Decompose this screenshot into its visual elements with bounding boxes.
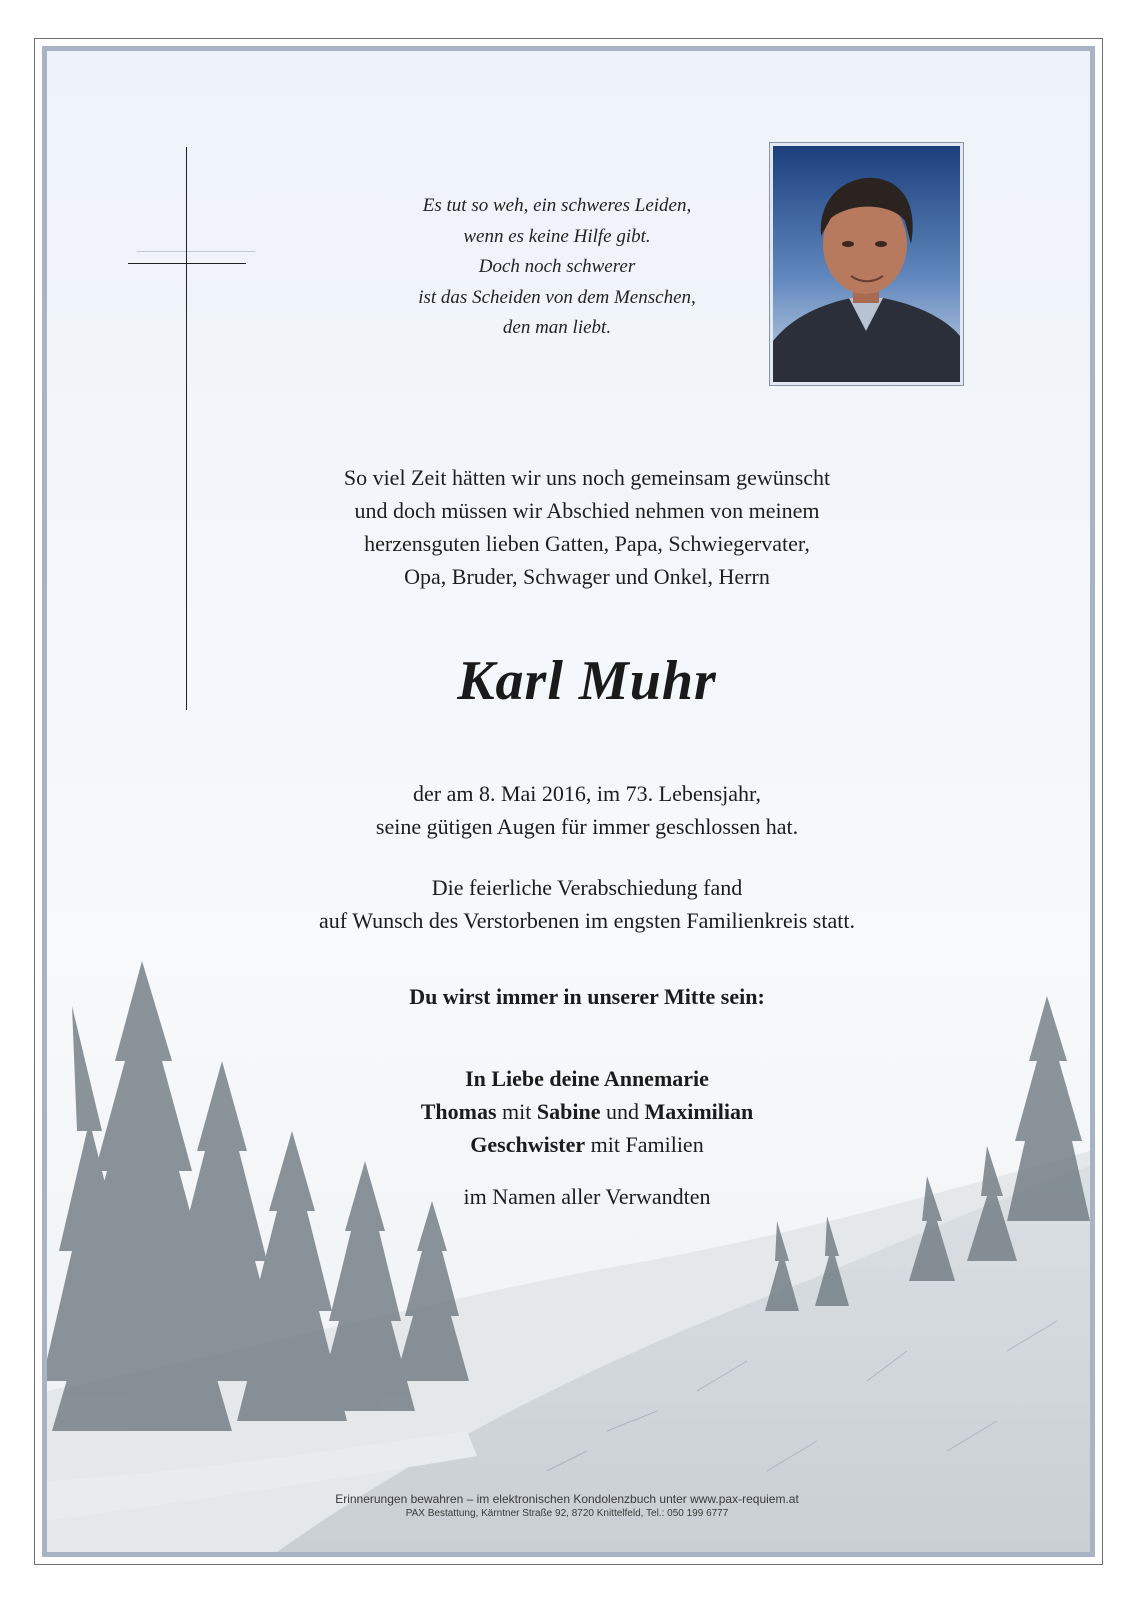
mourner-name: Sabine	[536, 1099, 601, 1124]
quote-line: Doch noch schwerer	[478, 256, 636, 277]
footer-funeral-home: PAX Bestattung, Kärntner Straße 92, 8720 Knittelfeld, Tel.: 050 199 6777	[405, 1508, 729, 1519]
memorial-quote	[367, 191, 747, 344]
intro-line: Opa, Bruder, Schwager und Onkel, Herrn	[404, 564, 770, 589]
death-notice	[227, 777, 947, 843]
signature-line: im Namen aller Verwandten	[463, 1184, 711, 1209]
portrait-photo	[769, 142, 964, 386]
intro-line: und doch müssen wir Abschied nehmen von meinem	[354, 498, 820, 523]
quote-line: wenn es keine Hilfe gibt.	[463, 225, 651, 247]
footer-credits	[247, 1491, 887, 1521]
cross-horizontal-bar	[128, 263, 246, 264]
mourner-line	[227, 1128, 947, 1161]
mourner-connector: mit	[502, 1099, 532, 1124]
farewell-line: Die feierliche Verabschiedung fand	[431, 875, 743, 900]
quote-line: ist das Scheiden von dem Menschen,	[418, 286, 696, 308]
death-line: der am 8. Mai 2016, im 73. Lebensjahr,	[413, 781, 761, 806]
farewell-line: auf Wunsch des Verstorbenen im engsten Familienkreis statt.	[319, 908, 855, 933]
death-line: seine gütigen Augen für immer geschlossen hat.	[375, 814, 799, 839]
farewell-notice	[167, 871, 1007, 937]
intro-line: herzensguten lieben Gatten, Papa, Schwiegervater,	[364, 531, 810, 556]
cross-shadow-line	[137, 251, 255, 252]
quote-line: Es tut so weh, ein schweres Leiden,	[422, 195, 692, 216]
cross-vertical-bar	[186, 147, 187, 710]
mourner-connector: mit Familien	[590, 1132, 704, 1157]
portrait-image	[773, 146, 960, 382]
intro-line: So viel Zeit hätten wir uns noch gemeinsam gewünscht	[343, 465, 831, 490]
memorial-motto: Du wirst immer in unserer Mitte sein:	[409, 984, 765, 1009]
mourner-line: In Liebe deine Annemarie	[465, 1066, 709, 1091]
mourner-name: Maximilian	[644, 1099, 754, 1124]
intro-text	[227, 461, 947, 593]
mourners-list	[227, 1062, 947, 1161]
notice-frame	[42, 46, 1095, 1557]
mourner-name: Geschwister	[470, 1132, 586, 1157]
quote-line: den man liebt.	[502, 317, 612, 338]
footer-condolence-link-text: Erinnerungen bewahren – im elektronischen Kondolenzbuch unter www.pax-requiem.at	[335, 1492, 799, 1506]
deceased-name: Karl Muhr	[457, 650, 717, 712]
mourner-line	[227, 1095, 947, 1128]
mourner-name: Thomas	[420, 1099, 497, 1124]
mourner-connector: und	[605, 1099, 639, 1124]
